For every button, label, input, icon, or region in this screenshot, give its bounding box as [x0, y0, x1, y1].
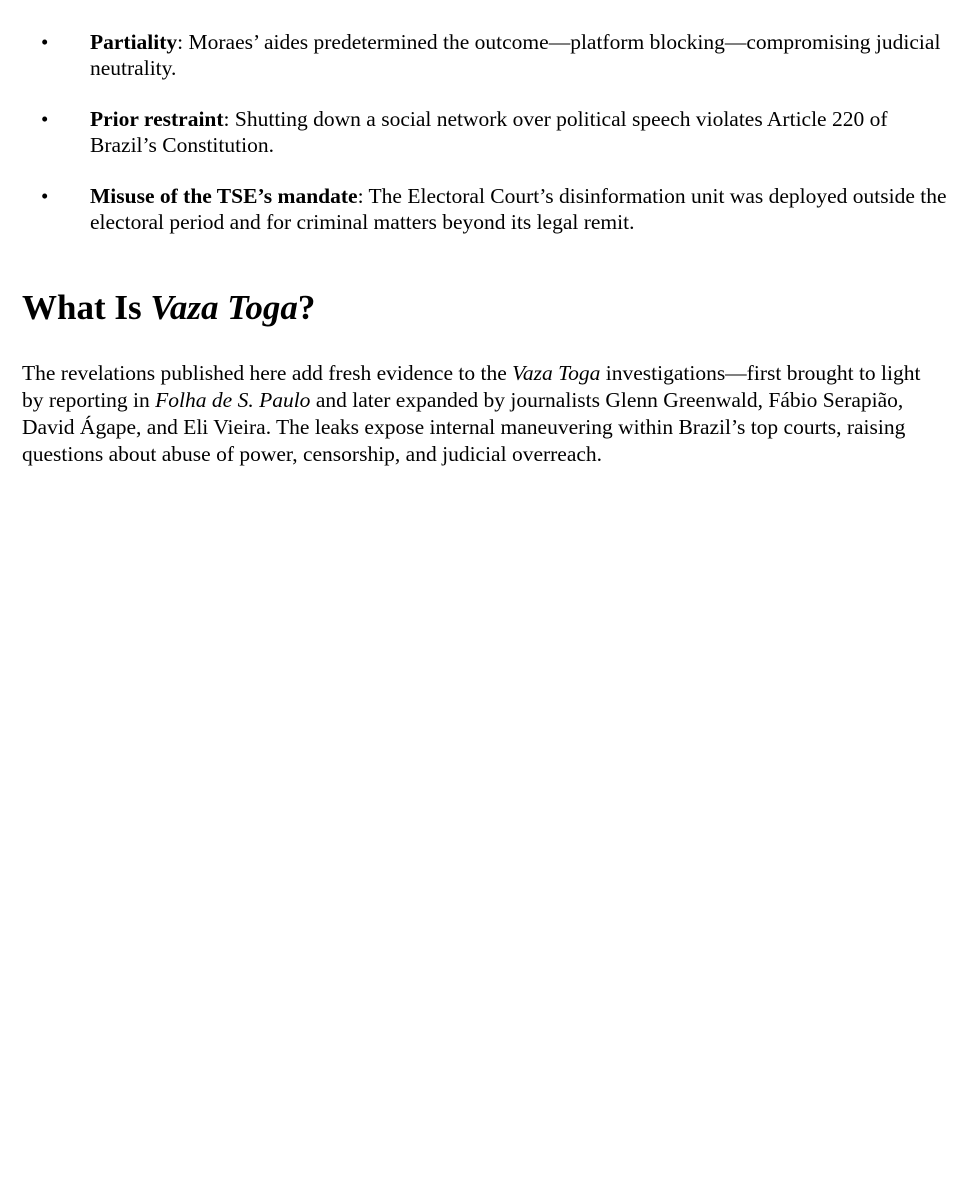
bullet-lead-term: Misuse of the TSE’s mandate	[90, 184, 358, 208]
heading-suffix: ?	[297, 288, 316, 327]
paragraph-text-1: The revelations published here add fresh evidence to the	[22, 361, 513, 385]
paragraph-italic-folha: Folha de S. Paulo	[155, 388, 311, 412]
bullet-lead-term: Prior restraint	[90, 107, 224, 131]
bullet-item-prior-restraint	[0, 106, 960, 158]
heading-italic-term: Vaza Toga	[150, 288, 298, 327]
bullet-marker: •	[41, 184, 49, 208]
paragraph-text-2: investigations—first brought to light by reporting in	[22, 361, 921, 412]
bullet-text: : The Electoral Court’s disinformation unit was deployed outside the electoral period and for criminal matters beyond its legal remit.	[90, 184, 947, 234]
paragraph-italic-vaza-toga: Vaza Toga	[512, 361, 601, 385]
heading-prefix: What Is	[22, 288, 151, 327]
bullet-list	[0, 29, 960, 260]
paragraph-text-3: and later expanded by journalists Glenn Greenwald, Fábio Serapião, David Ágape, and Eli Vieira. The leaks expose internal maneuvering within Brazil’s top courts, raising questions about abuse of power, censorship, and judicial overreach.	[22, 388, 906, 466]
bullet-lead-term: Partiality	[90, 30, 178, 54]
bullet-marker: •	[41, 30, 49, 54]
section-heading	[22, 288, 315, 328]
bullet-item-misuse-of-mandate	[0, 183, 960, 235]
bullet-item-partiality	[0, 29, 960, 81]
bullet-marker: •	[41, 107, 49, 131]
bullet-text: : Shutting down a social network over political speech violates Article 220 of Brazil’s Constitution.	[90, 107, 888, 157]
bullet-text: : Moraes’ aides predetermined the outcome—platform blocking—compromising judicial neutrality.	[90, 30, 941, 80]
body-paragraph	[22, 360, 947, 468]
